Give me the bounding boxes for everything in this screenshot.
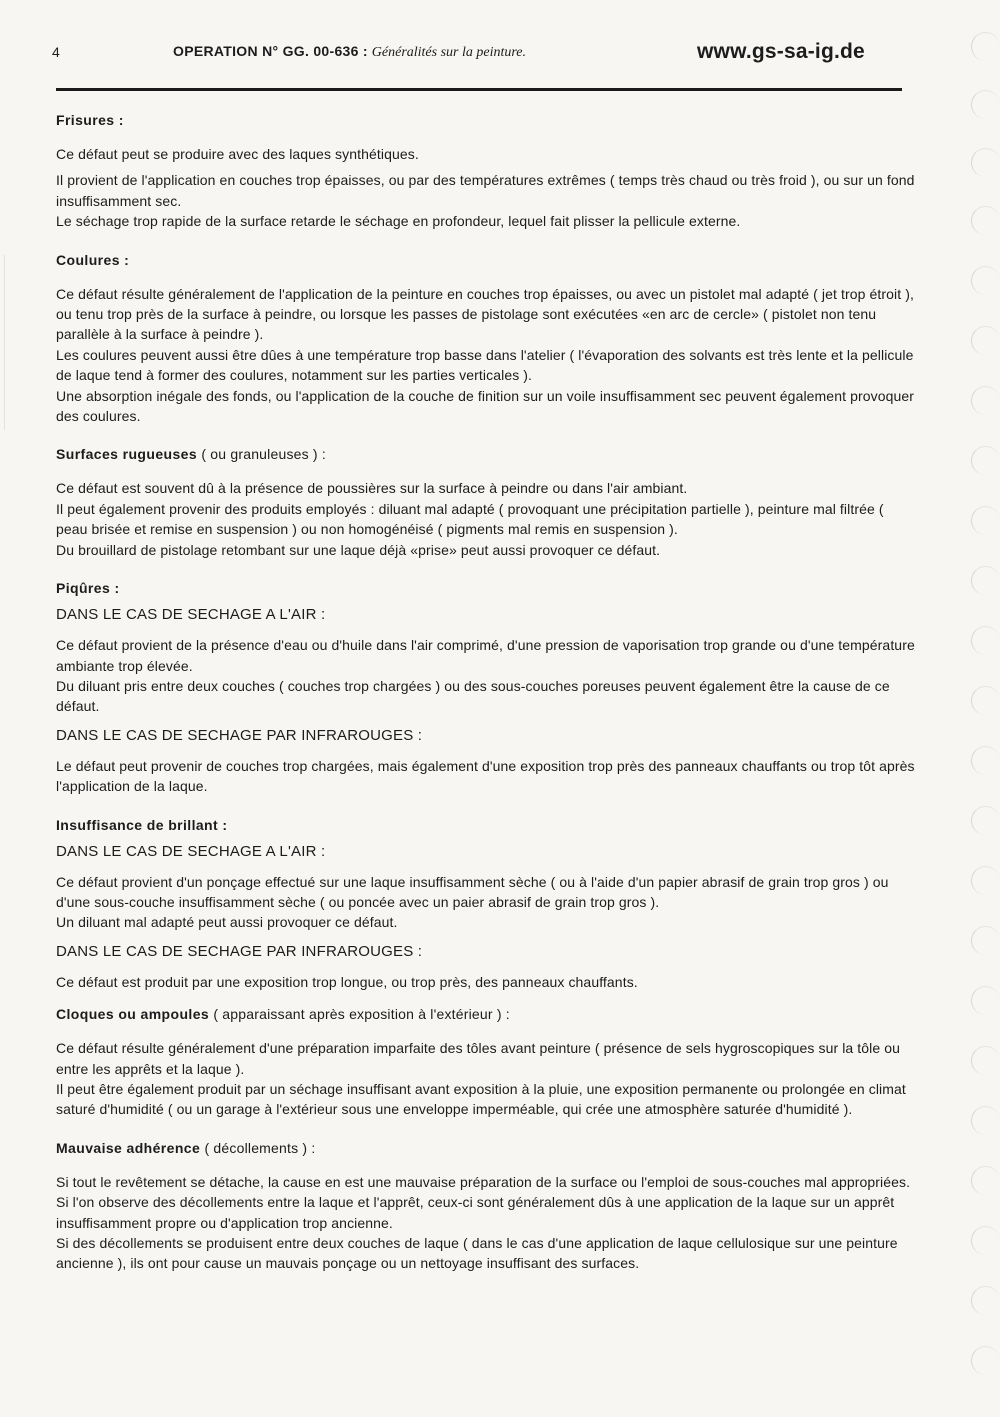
section-heading: Cloques ou ampoules ( apparaissant après exposition à l'extérieur ) : <box>56 1006 510 1023</box>
paragraph: Ce défaut provient de la présence d'eau ou d'huile dans l'air comprimé, d'une pression de vaporisation trop grande ou d'une température ambiante trop élevée. <box>56 637 915 674</box>
binder-hole <box>971 1166 1000 1195</box>
binder-hole <box>971 1226 1000 1255</box>
paragraph: Ce défaut provient d'un ponçage effectué sur une laque insuffisamment sèche ( ou à l'aide d'un papier abrasif de grain trop gros ) ou d'une sous-couche insuffisamment sèche ( ou poncée avec un paier abrasif de grain trop gros ). <box>56 873 889 910</box>
heading-note: ( ou granuleuses ) : <box>201 446 326 463</box>
binder-hole <box>971 746 1000 775</box>
binder-hole <box>971 1286 1000 1315</box>
binder-hole <box>971 986 1000 1015</box>
paragraph: Ce défaut est produit par une exposition trop longue, ou trop près, des panneaux chauffants. <box>56 973 638 990</box>
section-heading: Coulures : <box>56 251 130 268</box>
section-coulures <box>56 252 916 427</box>
paragraph: Ce défaut peut se produire avec des laques synthétiques. <box>56 146 419 162</box>
binder-hole <box>971 206 1000 235</box>
paragraph: Du brouillard de pistolage retombant sur une laque déjà «prise» peut aussi provoquer ce défaut. <box>56 541 661 558</box>
document-body <box>56 112 916 1280</box>
binder-hole <box>971 806 1000 835</box>
binder-hole <box>971 926 1000 955</box>
section-heading: Insuffisance de brillant : <box>56 816 228 833</box>
section-insuffisance-brillant <box>56 817 916 993</box>
paragraph: Il peut également provenir des produits employés : diluant mal adapté ( provoquant une précipitation partielle ), peinture mal filtrée ( peau brisée et remise en suspension ) ou non homogénéisé ( pigments mal remis en suspension ). <box>56 500 884 538</box>
paragraph: Il peut être également produit par un séchage insuffisant avant exposition à la pluie, une exposition permanente ou prolongée en climat saturé d'humidité ( ou un garage à l'extérieur sous une enveloppe imperméable, qui crée une atmosphère saturée d'humidité ). <box>56 1080 906 1118</box>
binder-hole <box>971 446 1000 475</box>
section-heading: Surfaces rugueuses ( ou granuleuses ) : <box>56 446 326 463</box>
binder-hole <box>971 566 1000 595</box>
paragraph: Si des décollements se produisent entre deux couches de laque ( dans le cas d'une application de laque cellulosique sur une peinture ancienne ), ils ont pour cause un mauvais ponçage ou un nettoyage insuffisant des surfaces. <box>56 1235 898 1272</box>
section-piqures <box>56 580 916 796</box>
paragraph: Si l'on observe des décollements entre la laque et l'apprêt, ceux-ci sont généralement dûs à une application de la laque sur un apprêt insuffisamment propre ou d'application trop ancienne. <box>56 1194 895 1231</box>
paragraph: Il provient de l'application en couches trop épaisses, ou par des températures extrêmes ( temps très chaud ou très froid ), ou sur un fond insuffisamment sec. <box>56 172 915 209</box>
paragraph: Du diluant pris entre deux couches ( couches trop chargées ) ou des sous-couches poreuses peuvent également être la cause de ce défaut. <box>56 677 890 715</box>
binder-hole <box>971 32 1000 61</box>
binder-hole <box>971 266 1000 295</box>
subheading-infrared: DANS LE CAS DE SECHAGE PAR INFRAROUGES : <box>56 942 423 960</box>
binder-hole <box>971 626 1000 655</box>
section-cloques <box>56 1006 916 1120</box>
heading-note: ( apparaissant après exposition à l'extérieur ) : <box>213 1006 510 1023</box>
binder-hole <box>971 386 1000 415</box>
paragraph: Les coulures peuvent aussi être dûes à une température trop basse dans l'atelier ( l'évaporation des solvants est très lente et la pellicule de laque tend à former des coulures, notamment sur les parties verticales ). <box>56 346 914 384</box>
binder-hole <box>971 506 1000 535</box>
header-rule <box>56 88 902 91</box>
paragraph: Si tout le revêtement se détache, la cause en est une mauvaise préparation de la surface ou l'emploi de sous-couches mal appropriées. <box>56 1173 911 1190</box>
section-heading: Piqûres : <box>56 580 120 597</box>
paragraph: Ce défaut est souvent dû à la présence de poussières sur la surface à peindre ou dans l'air ambiant. <box>56 480 688 497</box>
operation-title <box>173 43 526 61</box>
binder-hole <box>971 326 1000 355</box>
operation-label: OPERATION N° GG. 00-636 : <box>173 43 368 59</box>
page-number: 4 <box>52 44 60 60</box>
section-surfaces-rugueuses <box>56 446 916 560</box>
heading-note: ( décollements ) : <box>204 1139 316 1156</box>
page-edge-mark <box>4 255 5 430</box>
subheading-air: DANS LE CAS DE SECHAGE A L'AIR : <box>56 606 326 624</box>
section-mauvaise-adherence <box>56 1140 916 1274</box>
operation-subtitle: Généralités sur la peinture. <box>371 45 527 60</box>
website-url: www.gs-sa-ig.de <box>697 40 865 63</box>
binder-hole <box>971 1106 1000 1135</box>
paragraph: Une absorption inégale des fonds, ou l'application de la couche de finition sur un voile insuffisamment sec peuvent également provoquer des coulures. <box>56 387 915 425</box>
section-heading: Frisures : <box>56 112 124 128</box>
paragraph: Ce défaut résulte généralement de l'application de la peinture en couches trop épaisses, ou avec un pistolet mal adapté ( jet trop étroit ), ou tenu trop près de la surface à peindre, ou lorsque les passes de pistolage sont exécutées «en arc de cercle» ( pistolet non tenu parallèle à la surface à peindre ). <box>56 285 914 343</box>
binder-hole <box>971 148 1000 177</box>
paragraph: Le défaut peut provenir de couches trop chargées, mais également d'une exposition trop près des panneaux chauffants ou trop tôt après l'application de la laque. <box>56 757 915 795</box>
paragraph: Un diluant mal adapté peut aussi provoquer ce défaut. <box>56 914 398 931</box>
paragraph: Ce défaut résulte généralement d'une préparation imparfaite des tôles avant peinture ( présence de sels hygroscopiques sur la tôle ou entre les apprêts et la laque ). <box>56 1040 901 1077</box>
section-frisures <box>56 112 916 232</box>
subheading-air: DANS LE CAS DE SECHAGE A L'AIR : <box>56 842 326 860</box>
binder-hole <box>971 1046 1000 1075</box>
paragraph: Le séchage trop rapide de la surface retarde le séchage en profondeur, lequel fait plisser la pellicule externe. <box>56 213 741 230</box>
section-heading: Mauvaise adhérence ( décollements ) : <box>56 1139 316 1156</box>
binder-hole <box>971 1346 1000 1375</box>
subheading-infrared: DANS LE CAS DE SECHAGE PAR INFRAROUGES : <box>56 726 423 744</box>
binder-hole <box>971 686 1000 715</box>
binder-hole <box>971 866 1000 895</box>
binder-hole <box>971 90 1000 119</box>
